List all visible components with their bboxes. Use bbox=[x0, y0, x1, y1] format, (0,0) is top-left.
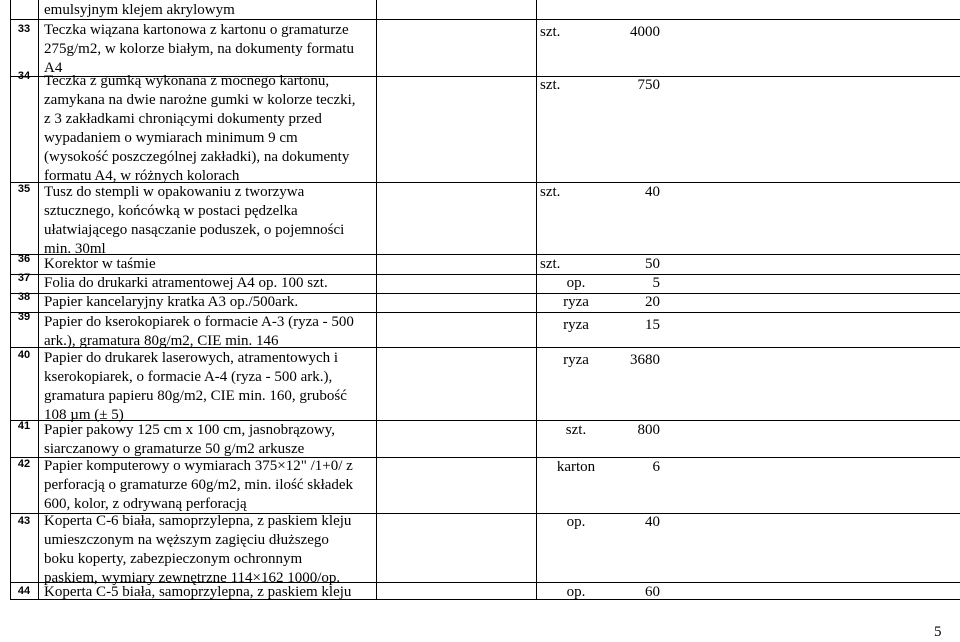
row-number: 37 bbox=[17, 272, 31, 284]
description-line: formatu A4, w różnych kolorach bbox=[44, 168, 240, 184]
description-line: wypadaniem o wymiarach minimum 9 cm bbox=[44, 130, 298, 146]
description-line: 600, kolor, z odrywaną perforacją bbox=[44, 496, 247, 512]
item-unit: szt. bbox=[540, 184, 561, 200]
item-quantity: 3680 bbox=[630, 352, 660, 368]
item-quantity: 20 bbox=[645, 294, 660, 310]
item-quantity: 4000 bbox=[630, 24, 660, 40]
item-quantity: 40 bbox=[645, 184, 660, 200]
description-line: Papier do kserokopiarek o formacie A-3 (ryza - 500 bbox=[44, 314, 354, 330]
description-line: Papier komputerowy o wymiarach 375×12" /1+0/ z bbox=[44, 458, 353, 474]
description-line: Papier do drukarek laserowych, atramentowych i bbox=[44, 350, 339, 366]
description-line: kserokopiarek, o formacie A-4 (ryza - 500 ark.), bbox=[44, 369, 333, 385]
item-description bbox=[44, 72, 379, 186]
item-description bbox=[44, 457, 379, 514]
description-line: ark.), gramatura 80g/m2, CIE min. 146 bbox=[44, 333, 279, 349]
item-quantity: 50 bbox=[645, 256, 660, 272]
item-description bbox=[44, 583, 379, 602]
description-line: ułatwiającego nasączanie poduszek, o pojemności bbox=[44, 222, 345, 238]
description-line: min. 30ml bbox=[44, 241, 106, 257]
description-line: Koperta C-5 biała, samoprzylepna, z paskiem kleju bbox=[44, 584, 352, 600]
description-line: Koperta C-6 biała, samoprzylepna, z paskiem kleju bbox=[44, 513, 352, 529]
item-quantity: 40 bbox=[645, 514, 660, 530]
row-number: 35 bbox=[17, 183, 31, 195]
row-number: 44 bbox=[17, 585, 31, 597]
description-line: zamykana na dwie narożne gumki w kolorze teczki, bbox=[44, 92, 356, 108]
description-line: siarczanowy o gramaturze 50 g/m2 arkusze bbox=[44, 441, 305, 457]
item-description bbox=[44, 183, 379, 259]
row-number: 42 bbox=[17, 458, 31, 470]
table-border-left bbox=[10, 0, 11, 600]
item-quantity: 5 bbox=[652, 275, 660, 291]
item-unit: karton bbox=[556, 459, 596, 475]
item-unit: op. bbox=[566, 514, 586, 530]
item-quantity: 800 bbox=[637, 422, 660, 438]
item-quantity: 750 bbox=[637, 77, 660, 93]
description-line: emulsyjnym klejem akrylowym bbox=[44, 2, 235, 18]
item-unit: op. bbox=[566, 584, 586, 600]
description-line: Teczka wiązana kartonowa z kartonu o gramaturze bbox=[44, 22, 349, 38]
description-line: (wysokość poszczególnej zakładki), na dokumenty bbox=[44, 149, 350, 165]
item-description bbox=[44, 421, 379, 459]
description-line: Korektor w taśmie bbox=[44, 256, 156, 272]
item-unit: szt. bbox=[565, 422, 587, 438]
item-description bbox=[44, 349, 379, 425]
description-line: Papier pakowy 125 cm x 100 cm, jasnobrązowy, bbox=[44, 422, 336, 438]
item-unit: ryza bbox=[563, 352, 589, 368]
row-number: 43 bbox=[17, 515, 31, 527]
description-line: 108 µm (± 5) bbox=[44, 407, 124, 423]
item-quantity: 60 bbox=[645, 584, 660, 600]
item-description bbox=[44, 512, 379, 588]
description-line: sztucznego, końcówką w postaci pędzelka bbox=[44, 203, 298, 219]
row-number: 33 bbox=[17, 23, 31, 35]
description-line: umieszczonym na węższym zagięciu dłuższego bbox=[44, 532, 329, 548]
item-unit: ryza bbox=[563, 317, 589, 333]
description-line: Papier kancelaryjny kratka A3 op./500ark. bbox=[44, 294, 299, 310]
item-unit: op. bbox=[566, 275, 586, 291]
description-line: Tusz do stempli w opakowaniu z tworzywa bbox=[44, 184, 305, 200]
column-divider-number bbox=[38, 0, 39, 600]
description-line: gramatura papieru 80g/m2, CIE min. 160, grubość bbox=[44, 388, 347, 404]
item-description bbox=[44, 293, 379, 312]
continuation-text bbox=[44, 1, 379, 20]
description-line: perforacją o gramaturze 60g/m2, min. ilość składek bbox=[44, 477, 354, 493]
item-quantity: 15 bbox=[645, 317, 660, 333]
item-description bbox=[44, 255, 379, 274]
description-line: paskiem, wymiary zewnętrzne 114×162 1000/op. bbox=[44, 570, 341, 586]
row-number: 40 bbox=[17, 349, 31, 361]
item-unit: szt. bbox=[540, 77, 561, 93]
item-description bbox=[44, 274, 379, 293]
row-number: 41 bbox=[17, 420, 31, 432]
description-line: Folia do drukarki atramentowej A4 op. 100 szt. bbox=[44, 275, 328, 291]
description-line: 275g/m2, w kolorze białym, na dokumenty formatu bbox=[44, 41, 354, 57]
page-number: 5 bbox=[934, 624, 942, 640]
item-unit: szt. bbox=[540, 24, 561, 40]
row-number: 39 bbox=[17, 311, 31, 323]
item-description bbox=[44, 313, 379, 351]
row-number: 34 bbox=[17, 70, 31, 82]
item-unit: szt. bbox=[540, 256, 561, 272]
description-line: Teczka z gumką wykonana z mocnego kartonu, bbox=[44, 73, 330, 89]
row-number: 36 bbox=[17, 253, 31, 265]
item-description bbox=[44, 21, 379, 78]
item-unit: ryza bbox=[563, 294, 589, 310]
item-quantity: 6 bbox=[652, 459, 660, 475]
row-number: 38 bbox=[17, 291, 31, 303]
description-line: A4 bbox=[44, 60, 63, 76]
description-line: boku koperty, zabezpieczonym ochronnym bbox=[44, 551, 303, 567]
description-line: z 3 zakładkami chroniącymi dokumenty przed bbox=[44, 111, 322, 127]
